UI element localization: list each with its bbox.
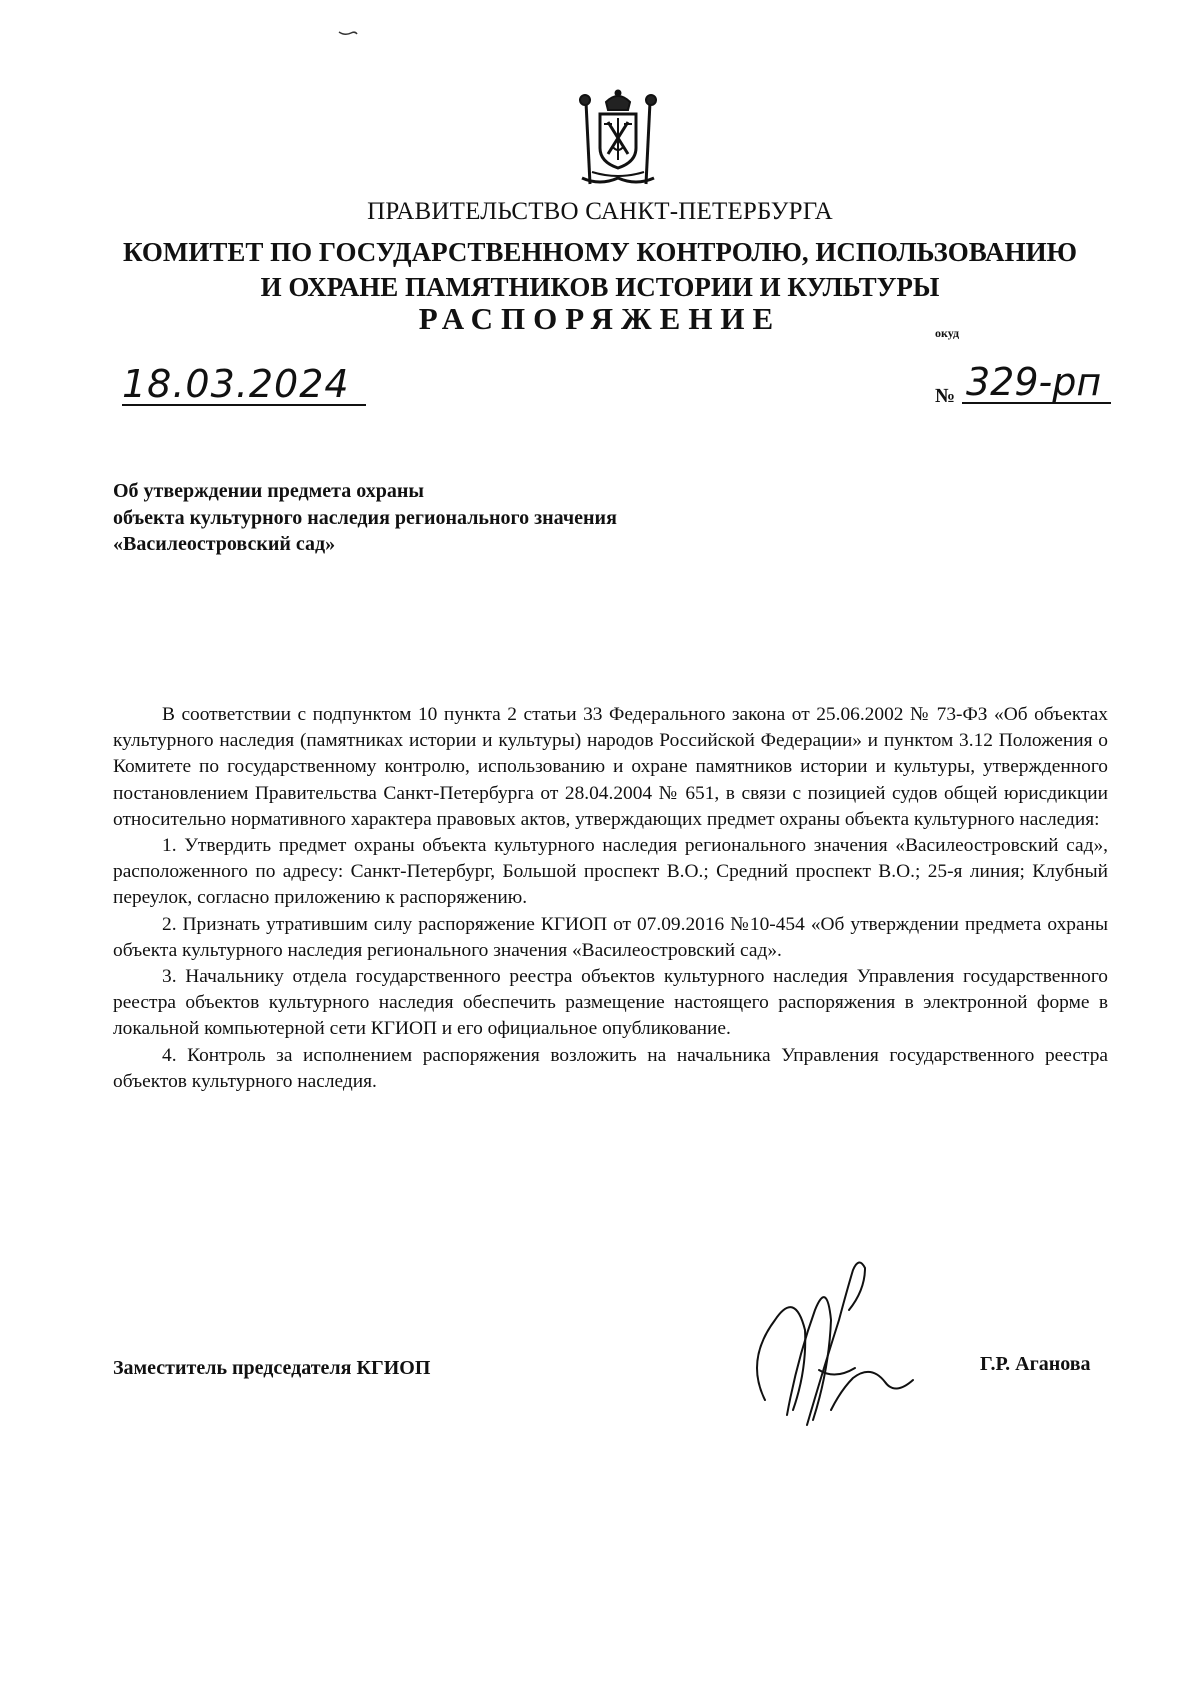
document-subject [113, 478, 617, 558]
government-name: ПРАВИТЕЛЬСТВО САНКТ-ПЕТЕРБУРГА [367, 198, 833, 225]
preamble-paragraph: В соответствии с подпунктом 10 пункта 2 статьи 33 Федерального закона от 25.06.2002 № 73-ФЗ «Об объектах культурного наследия (памятниках истории и культуры) народов Российской Федерации» и пунктом 3.12 Положения о Комитете по государственному контролю, использованию и охране памятников истории и культуры, утвержденного постановлением Правительства Санкт-Петербурга от 28.04.2004 № 651, в связи с позицией судов общей юрисдикции относительно нормативного характера правовых актов, утверждающих предмет охраны объекта культурного наследия: [113, 704, 1108, 830]
document-date: 18.03.2024 [122, 364, 366, 406]
document-type: РАСПОРЯЖЕНИЕ [418, 301, 782, 336]
item-2-paragraph: 2. Признать утратившим силу распоряжение КГИОП от 07.09.2016 №10-454 «Об утверждении предмета охраны объекта культурного наследия регионального значения «Василеостровский сад». [113, 913, 1108, 961]
committee-line-1: КОМИТЕТ ПО ГОСУДАРСТВЕННОМУ КОНТРОЛЮ, ИСПОЛЬЗОВАНИЮ [123, 237, 1077, 267]
subject-line-2: объекта культурного наследия регионального значения [113, 506, 617, 529]
okud-label: окуд [935, 326, 960, 340]
subject-line-3: «Василеостровский сад» [113, 533, 336, 555]
committee-name [0, 235, 1200, 305]
committee-line-2: И ОХРАНЕ ПАМЯТНИКОВ ИСТОРИИ И КУЛЬТУРЫ [260, 272, 940, 302]
st-petersburg-coat-of-arms-icon [570, 88, 666, 188]
signer-name: Г.Р. Аганова [980, 1353, 1091, 1375]
document-number: 329-рп [962, 362, 1111, 404]
handwritten-signature [735, 1250, 920, 1440]
scan-mark [337, 28, 359, 38]
number-label: № [935, 385, 956, 407]
item-1-paragraph: 1. Утвердить предмет охраны объекта культурного наследия регионального значения «Василеостровский сад», расположенного по адресу: Санкт-Петербург, Большой проспект В.О.; Средний проспект В.О.; 25-я линия; Клубный переулок, согласно приложению к распоряжению. [113, 835, 1108, 909]
signer-title: Заместитель председателя КГИОП [113, 1357, 431, 1379]
item-4-paragraph: 4. Контроль за исполнением распоряжения возложить на начальника Управления государственного реестра объектов культурного наследия. [113, 1044, 1108, 1092]
document-body [113, 702, 1108, 1095]
item-3-paragraph: 3. Начальнику отдела государственного реестра объектов культурного наследия Управления государственного реестра объектов культурного наследия обеспечить размещение настоящего распоряжения в электронной форме в локальной компьютерной сети КГИОП и его официальное опубликование. [113, 966, 1108, 1040]
subject-line-1: Об утверждении предмета охраны [113, 480, 424, 502]
